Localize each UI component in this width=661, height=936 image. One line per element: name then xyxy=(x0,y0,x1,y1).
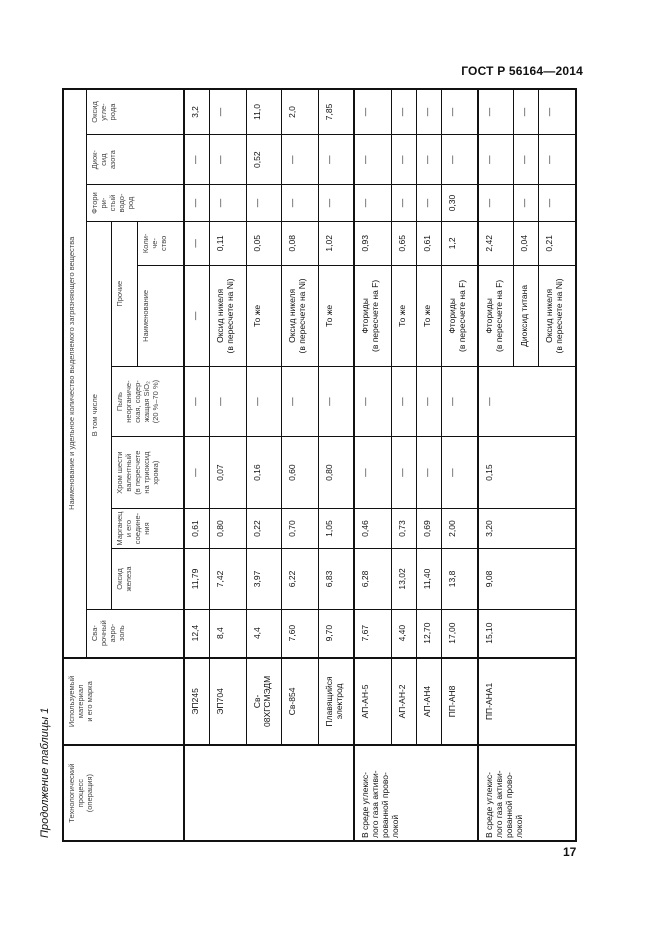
dust-cell: — xyxy=(391,366,416,437)
material-cell: Плавящийся электрод xyxy=(318,658,354,746)
cr-cell: 0,15 xyxy=(478,437,576,509)
table-row xyxy=(478,89,513,841)
other-name-cell: То же xyxy=(318,266,354,367)
other-no2-cell: — xyxy=(318,134,354,184)
cr-cell: 0,07 xyxy=(209,437,246,509)
material-cell: Св-854 xyxy=(281,658,318,746)
other-qty-cell: 0,65 xyxy=(391,221,416,265)
other-no2-cell: 0,52 xyxy=(246,134,281,184)
other-name-cell: То же xyxy=(416,266,441,367)
material-cell: АП-АН-5 xyxy=(354,658,391,746)
table-row xyxy=(391,89,416,841)
other-name-cell: Фториды (в пересчете на F) xyxy=(441,266,478,367)
process-cell xyxy=(184,745,354,841)
other-name-cell: То же xyxy=(391,266,416,367)
other-co-cell: — xyxy=(441,89,478,134)
other-hf-cell: 0,30 xyxy=(441,185,478,221)
process-cell: В среде углекис- лого газа активи- рованной прово- локой xyxy=(354,745,478,841)
mn-cell: 0,80 xyxy=(209,508,246,548)
iron-cell: 6,83 xyxy=(318,549,354,609)
dust-cell: — xyxy=(354,366,391,437)
cr-cell: 0,60 xyxy=(281,437,318,509)
aerosol-cell: 9,70 xyxy=(318,609,354,657)
header-mn: Марганец и его соедине- ния xyxy=(111,508,184,548)
aerosol-cell: 7,67 xyxy=(354,609,391,657)
aerosol-cell: 8,4 xyxy=(209,609,246,657)
header-other: Прочие xyxy=(111,221,137,366)
material-cell: ЭП704 xyxy=(209,658,246,746)
cr-cell: 0,16 xyxy=(246,437,281,509)
other-co-cell: 7,85 xyxy=(318,89,354,134)
mn-cell: 0,46 xyxy=(354,508,391,548)
other-co-cell: — xyxy=(478,89,513,134)
other-no2-cell: — xyxy=(354,134,391,184)
dust-cell: — xyxy=(416,366,441,437)
rotated-table-block xyxy=(35,88,575,842)
table-row xyxy=(441,89,478,841)
other-no2-cell: — xyxy=(281,134,318,184)
iron-cell: 13,02 xyxy=(391,549,416,609)
material-cell: АП-АН4 xyxy=(416,658,441,746)
other-co-cell: — xyxy=(416,89,441,134)
other-co-cell: — xyxy=(354,89,391,134)
cr-cell: — xyxy=(391,437,416,509)
header-no2: Диок- сид азота xyxy=(86,134,184,184)
other-no2-cell: — xyxy=(416,134,441,184)
other-hf-cell: — xyxy=(246,185,281,221)
other-no2-cell: — xyxy=(209,134,246,184)
aerosol-cell: 12,70 xyxy=(416,609,441,657)
dust-cell: — xyxy=(246,366,281,437)
table-row xyxy=(184,89,209,841)
other-hf-cell: — xyxy=(478,185,513,221)
other-qty-cell: — xyxy=(184,221,209,265)
other-name-cell: Оксид никеля (в пересчете на Ni) xyxy=(281,266,318,367)
table-row xyxy=(318,89,354,841)
other-no2-cell: — xyxy=(184,134,209,184)
other-co-cell: — xyxy=(391,89,416,134)
emissions-table xyxy=(62,88,577,842)
other-qty-cell: 0,11 xyxy=(209,221,246,265)
other-no2-cell: — xyxy=(538,134,576,184)
other-no2-cell: — xyxy=(513,134,538,184)
other-hf-cell: — xyxy=(391,185,416,221)
process-cell: В среде углекис- лого газа активи- рованной прово- локой xyxy=(478,745,576,841)
header-aerosol: Сва- рочный аэро- золь xyxy=(86,609,184,657)
iron-cell: 13,8 xyxy=(441,549,478,609)
other-co-cell: 11,0 xyxy=(246,89,281,134)
other-qty-cell: 1,02 xyxy=(318,221,354,265)
mn-cell: 0,73 xyxy=(391,508,416,548)
mn-cell: 3,20 xyxy=(478,508,576,548)
other-no2-cell: — xyxy=(478,134,513,184)
aerosol-cell: 4,4 xyxy=(246,609,281,657)
other-qty-cell: 1,2 xyxy=(441,221,478,265)
other-qty-cell: 0,04 xyxy=(513,221,538,265)
other-co-cell: 2,0 xyxy=(281,89,318,134)
mn-cell: 0,22 xyxy=(246,508,281,548)
iron-cell: 7,42 xyxy=(209,549,246,609)
other-name-cell: Фториды (в пересчете на F) xyxy=(354,266,391,367)
iron-cell: 11,79 xyxy=(184,549,209,609)
other-hf-cell: — xyxy=(354,185,391,221)
other-hf-cell: — xyxy=(184,185,209,221)
material-cell: ПП-АН8 xyxy=(441,658,478,746)
header-other-qty: Коли- че- ство xyxy=(137,221,184,265)
mn-cell: 0,69 xyxy=(416,508,441,548)
other-co-cell: — xyxy=(513,89,538,134)
table-row xyxy=(354,89,391,841)
header-hf: Фтори ри- стый водо- род xyxy=(86,185,184,221)
other-co-cell: — xyxy=(538,89,576,134)
other-qty-cell: 0,61 xyxy=(416,221,441,265)
other-hf-cell: — xyxy=(538,185,576,221)
aerosol-cell: 7,60 xyxy=(281,609,318,657)
iron-cell: 6,28 xyxy=(354,549,391,609)
cr-cell: — xyxy=(416,437,441,509)
other-name-cell: Оксид никеля (в пересчете на Ni) xyxy=(209,266,246,367)
header-dust: Пыль неорганиче- ская, содер- жащая SiO₂ (20 %–70 %) xyxy=(111,366,184,437)
other-hf-cell: — xyxy=(318,185,354,221)
cr-cell: — xyxy=(184,437,209,509)
material-cell: АП-АН-2 xyxy=(391,658,416,746)
aerosol-cell: 17,00 xyxy=(441,609,478,657)
header-other-name: Наименование xyxy=(137,266,184,367)
other-hf-cell: — xyxy=(281,185,318,221)
dust-cell: — xyxy=(478,366,576,437)
other-no2-cell: — xyxy=(391,134,416,184)
dust-cell: — xyxy=(318,366,354,437)
other-name-cell: — xyxy=(184,266,209,367)
dust-cell: — xyxy=(184,366,209,437)
header-process: Технологический процесс (операция) xyxy=(63,745,184,841)
mn-cell: 0,70 xyxy=(281,508,318,548)
aerosol-cell: 15,10 xyxy=(478,609,576,657)
page-number: 17 xyxy=(563,845,577,859)
other-name-cell: Диоксид титана xyxy=(513,266,538,367)
header-pollutants-group: Наименование и удельное количество выделяемого загрязняющего вещества xyxy=(63,89,86,658)
material-cell: ЭП245 xyxy=(184,658,209,746)
standard-number: ГОСТ Р 56164—2014 xyxy=(461,64,583,78)
header-material: Используемый материал и его марка xyxy=(63,658,184,746)
other-name-cell: Оксид никеля (в пересчете на Ni) xyxy=(538,266,576,367)
other-no2-cell: — xyxy=(441,134,478,184)
material-cell: ПП-АНА1 xyxy=(478,658,576,746)
mn-cell: 1,05 xyxy=(318,508,354,548)
header-cr: Хром шести валентный (в пересчете на триоксид хрома) xyxy=(111,437,184,509)
mn-cell: 2,00 xyxy=(441,508,478,548)
other-hf-cell: — xyxy=(209,185,246,221)
table-row xyxy=(246,89,281,841)
header-including: В том числе xyxy=(86,221,111,609)
table-row xyxy=(416,89,441,841)
header-iron: Оксид железа xyxy=(111,549,184,609)
table-caption: Продолжение таблицы 1 xyxy=(39,707,51,838)
cr-cell: — xyxy=(354,437,391,509)
iron-cell: 3,97 xyxy=(246,549,281,609)
other-qty-cell: 0,93 xyxy=(354,221,391,265)
iron-cell: 9,08 xyxy=(478,549,576,609)
dust-cell: — xyxy=(209,366,246,437)
header-co: Оксид угле- рода xyxy=(86,89,184,134)
aerosol-cell: 4,40 xyxy=(391,609,416,657)
other-hf-cell: — xyxy=(513,185,538,221)
cr-cell: — xyxy=(441,437,478,509)
other-qty-cell: 0,21 xyxy=(538,221,576,265)
other-qty-cell: 2,42 xyxy=(478,221,513,265)
other-co-cell: — xyxy=(209,89,246,134)
table-body xyxy=(184,89,576,841)
other-qty-cell: 0,05 xyxy=(246,221,281,265)
iron-cell: 6,22 xyxy=(281,549,318,609)
dust-cell: — xyxy=(281,366,318,437)
other-name-cell: То же xyxy=(246,266,281,367)
other-qty-cell: 0,08 xyxy=(281,221,318,265)
material-cell: Св- 08ХГСМЭДМ xyxy=(246,658,281,746)
dust-cell: — xyxy=(441,366,478,437)
aerosol-cell: 12,4 xyxy=(184,609,209,657)
iron-cell: 11,40 xyxy=(416,549,441,609)
other-name-cell: Фториды (в пересчете на F) xyxy=(478,266,513,367)
other-hf-cell: — xyxy=(416,185,441,221)
table-row xyxy=(209,89,246,841)
cr-cell: 0,80 xyxy=(318,437,354,509)
other-co-cell: 3,2 xyxy=(184,89,209,134)
mn-cell: 0,61 xyxy=(184,508,209,548)
table-row xyxy=(281,89,318,841)
